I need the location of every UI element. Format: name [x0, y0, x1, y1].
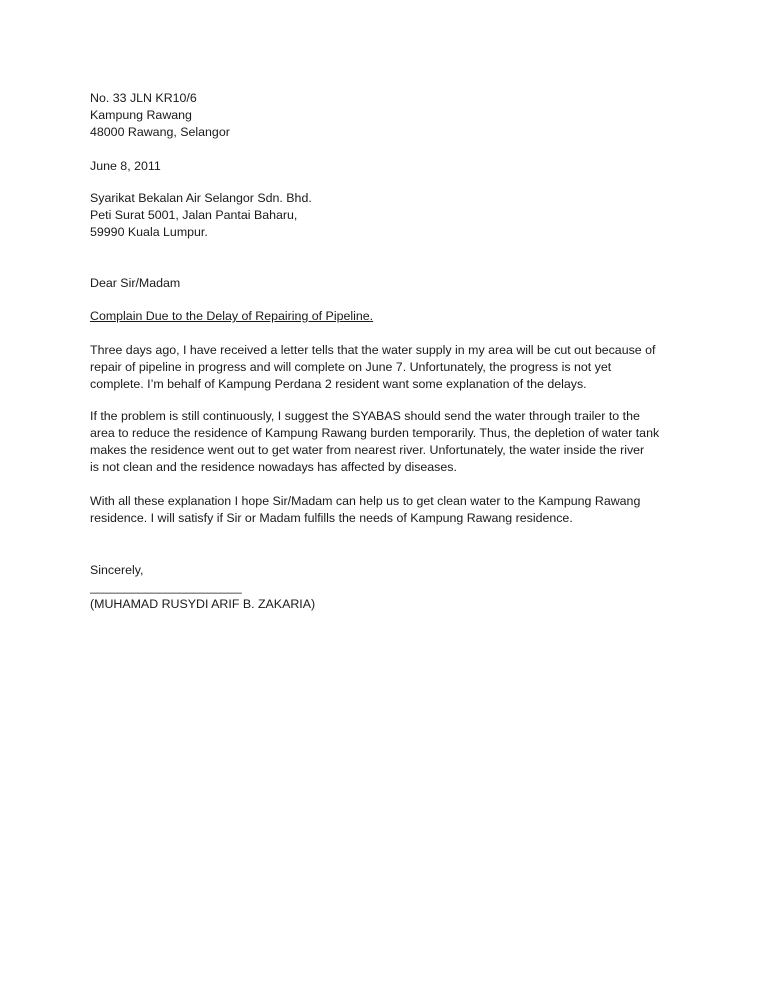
paragraph-line: complete. I’m behalf of Kampung Perdana 2 resident want some explanation of the delays. — [90, 377, 587, 391]
body-paragraph-1 — [90, 342, 690, 393]
recipient-address-line: Peti Surat 5001, Jalan Pantai Baharu, — [90, 208, 298, 222]
date-text: June 8, 2011 — [90, 159, 161, 173]
sender-address-line: 48000 Rawang, Selangor — [90, 125, 230, 139]
subject-text: Complain Due to the Delay of Repairing of Pipeline. — [90, 309, 374, 323]
paragraph-line: area to reduce the residence of Kampung Rawang burden temporarily. Thus, the depletion of water tank — [90, 426, 660, 440]
signature-underline: ______________________ — [90, 580, 242, 594]
sender-address — [90, 90, 690, 141]
sender-address-line: Kampung Rawang — [90, 108, 192, 122]
signature-line — [90, 579, 690, 596]
closing-text: Sincerely, — [90, 563, 144, 577]
signature-name — [90, 596, 690, 613]
salutation-text: Dear Sir/Madam — [90, 276, 181, 290]
sender-address-line: No. 33 JLN KR10/6 — [90, 91, 197, 105]
paragraph-line: makes the residence went out to get water from nearest river. Unfortunately, the water inside the river — [90, 443, 645, 457]
recipient-address-line: Syarikat Bekalan Air Selangor Sdn. Bhd. — [90, 191, 312, 205]
closing — [90, 562, 690, 579]
recipient-address-line: 59990 Kuala Lumpur. — [90, 225, 208, 239]
paragraph-line: residence. I will satisfy if Sir or Madam fulfills the needs of Kampung Rawang residence. — [90, 511, 573, 525]
body-paragraph-2 — [90, 408, 690, 476]
paragraph-line: is not clean and the residence nowadays has affected by diseases. — [90, 460, 457, 474]
subject-line — [90, 308, 690, 325]
paragraph-line: repair of pipeline in progress and will complete on June 7. Unfortunately, the progress is not yet — [90, 360, 612, 374]
recipient-address — [90, 190, 690, 241]
signature-name-text: (MUHAMAD RUSYDI ARIF B. ZAKARIA) — [90, 597, 316, 611]
paragraph-line: With all these explanation I hope Sir/Madam can help us to get clean water to the Kampung Rawang — [90, 494, 641, 508]
body-paragraph-3 — [90, 493, 690, 527]
letter-date — [90, 158, 690, 175]
salutation — [90, 275, 690, 292]
paragraph-line: If the problem is still continuously, I suggest the SYABAS should send the water through trailer to the — [90, 409, 640, 423]
paragraph-line: Three days ago, I have received a letter tells that the water supply in my area will be cut out because of — [90, 343, 656, 357]
